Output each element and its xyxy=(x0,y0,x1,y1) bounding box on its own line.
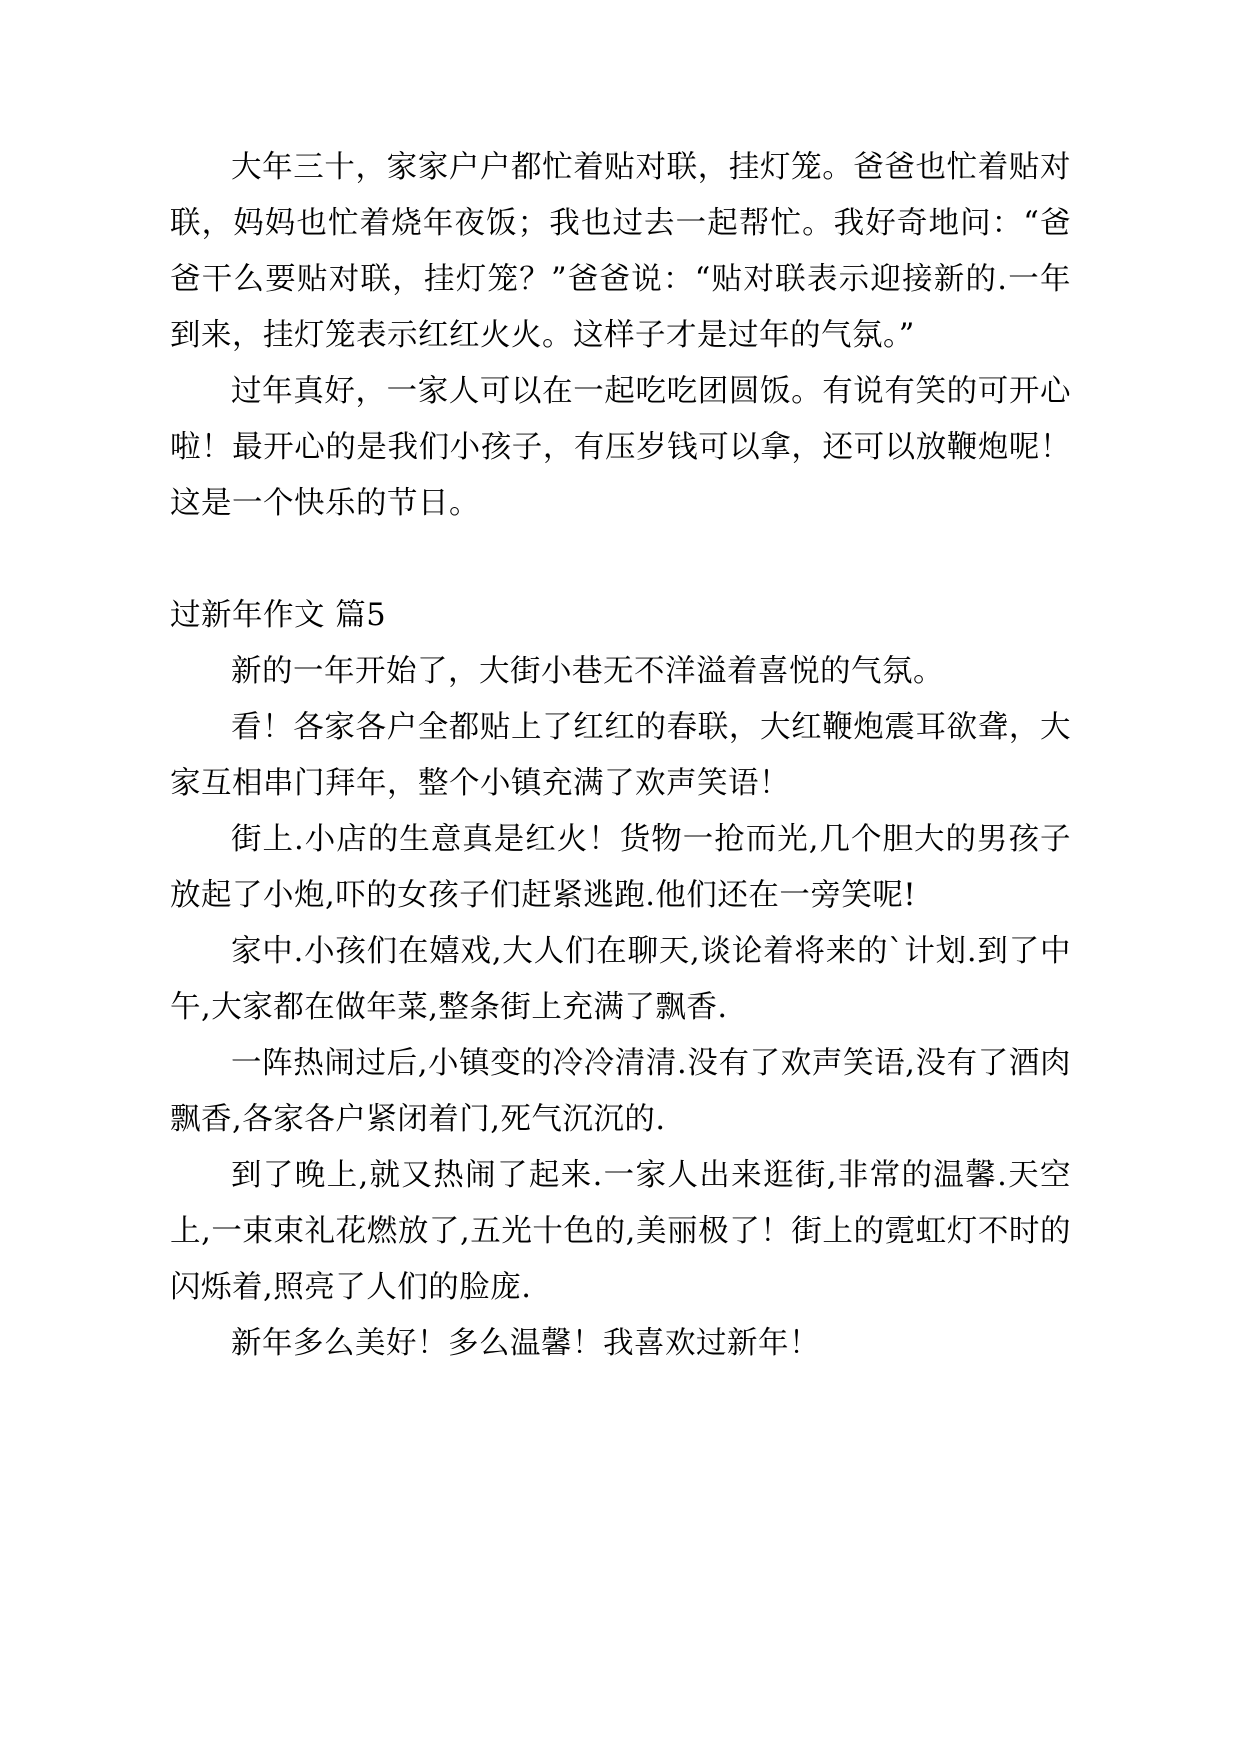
paragraph: 新年多么美好！多么温馨！我喜欢过新年！ xyxy=(231,1326,820,1361)
paragraph: 大年三十，家家户户都忙着贴对联，挂灯笼。爸爸也忙着贴对联，妈妈也忙着烧年夜饭；我也过去一起帮忙。我好奇地问：“爸爸干么要贴对联，挂灯笼？”爸爸说：“贴对联表示迎接新的.一年到来，挂灯笼表示红红火火。这样子才是过年的气氛。” xyxy=(170,150,1071,353)
section-heading: 过新年作文 篇5 xyxy=(170,598,387,633)
paragraph: 家中.小孩们在嬉戏,大人们在聊天,谈论着将来的`计划.到了中午,大家都在做年菜,整条街上充满了飘香. xyxy=(170,934,1071,1025)
paragraph: 街上.小店的生意真是红火！货物一抢而光,几个胆大的男孩子放起了小炮,吓的女孩子们赶紧逃跑.他们还在一旁笑呢! xyxy=(170,822,1071,913)
paragraph: 一阵热闹过后,小镇变的冷冷清清.没有了欢声笑语,没有了酒肉飘香,各家各户紧闭着门,死气沉沉的. xyxy=(170,1046,1071,1137)
paragraph-spacer xyxy=(170,532,1071,588)
paragraph: 新的一年开始了，大街小巷无不洋溢着喜悦的气氛。 xyxy=(231,654,944,689)
paragraph: 看！各家各户全都贴上了红红的春联，大红鞭炮震耳欲聋，大家互相串门拜年，整个小镇充满了欢声笑语！ xyxy=(170,710,1071,801)
paragraph: 到了晚上,就又热闹了起来.一家人出来逛街,非常的温馨.天空上,一束束礼花燃放了,五光十色的,美丽极了！街上的霓虹灯不时的闪烁着,照亮了人们的脸庞. xyxy=(170,1158,1071,1305)
document-body xyxy=(170,140,1071,1372)
paragraph: 过年真好，一家人可以在一起吃吃团圆饭。有说有笑的可开心啦！最开心的是我们小孩子，有压岁钱可以拿，还可以放鞭炮呢！这是一个快乐的节日。 xyxy=(170,374,1071,521)
